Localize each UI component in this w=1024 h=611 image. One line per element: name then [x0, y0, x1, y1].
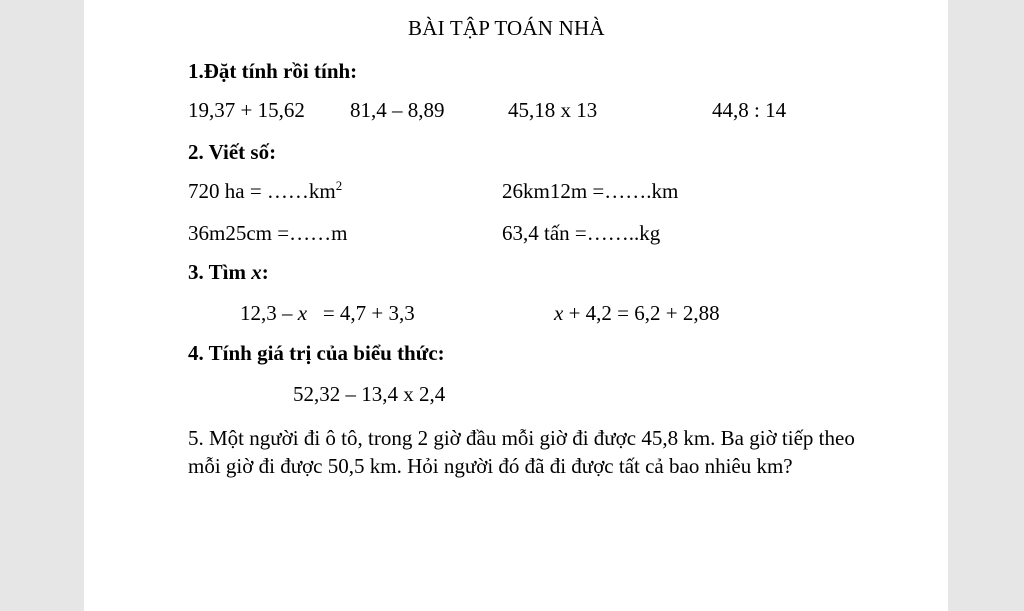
- section-3-heading-var: x: [251, 260, 262, 284]
- conversion-2: 26km12m =…….km: [502, 179, 679, 203]
- section-4-heading: 4. Tính giá trị của biểu thức:: [188, 341, 445, 365]
- conversion-4: 63,4 tấn =……..kg: [502, 221, 661, 245]
- document-page: [84, 0, 948, 611]
- section-3-heading-suffix: :: [261, 260, 269, 284]
- word-problem: 5. Một người đi ô tô, trong 2 giờ đầu mỗi giờ đi được 45,8 km. Ba giờ tiếp theo mỗi giờ đi được 50,5 km. Hỏi người đó đã đi được tất cả bao nhiêu km?: [188, 426, 855, 478]
- equation-1-post: = 4,7 + 3,3: [307, 301, 415, 325]
- problem-3: 45,18 x 13: [508, 98, 598, 122]
- equation-2: [554, 301, 720, 325]
- conversion-3: 36m25cm =……m: [188, 221, 348, 245]
- section-1-heading: 1.Đặt tính rồi tính:: [188, 59, 358, 83]
- equation-2-var: x: [554, 301, 564, 325]
- page-title: BÀI TẬP TOÁN NHÀ: [408, 16, 605, 40]
- conversion-1-text: 720 ha = ……km: [188, 179, 336, 203]
- problem-1: 19,37 + 15,62: [188, 98, 305, 122]
- equation-2-post: + 4,2 = 6,2 + 2,88: [563, 301, 720, 325]
- equation-1-pre: 12,3 –: [240, 301, 298, 325]
- equation-1-var: x: [297, 301, 308, 325]
- equation-1: [240, 301, 415, 325]
- section-3-heading-prefix: 3. Tìm: [188, 260, 252, 284]
- conversion-1-superscript: 2: [335, 178, 343, 193]
- problem-4: 44,8 : 14: [712, 98, 787, 122]
- section-3-heading: [188, 260, 269, 284]
- conversion-1: [188, 179, 342, 203]
- expression: 52,32 – 13,4 x 2,4: [293, 382, 446, 406]
- problem-2: 81,4 – 8,89: [350, 98, 445, 122]
- section-2-heading: 2. Viết số:: [188, 140, 277, 164]
